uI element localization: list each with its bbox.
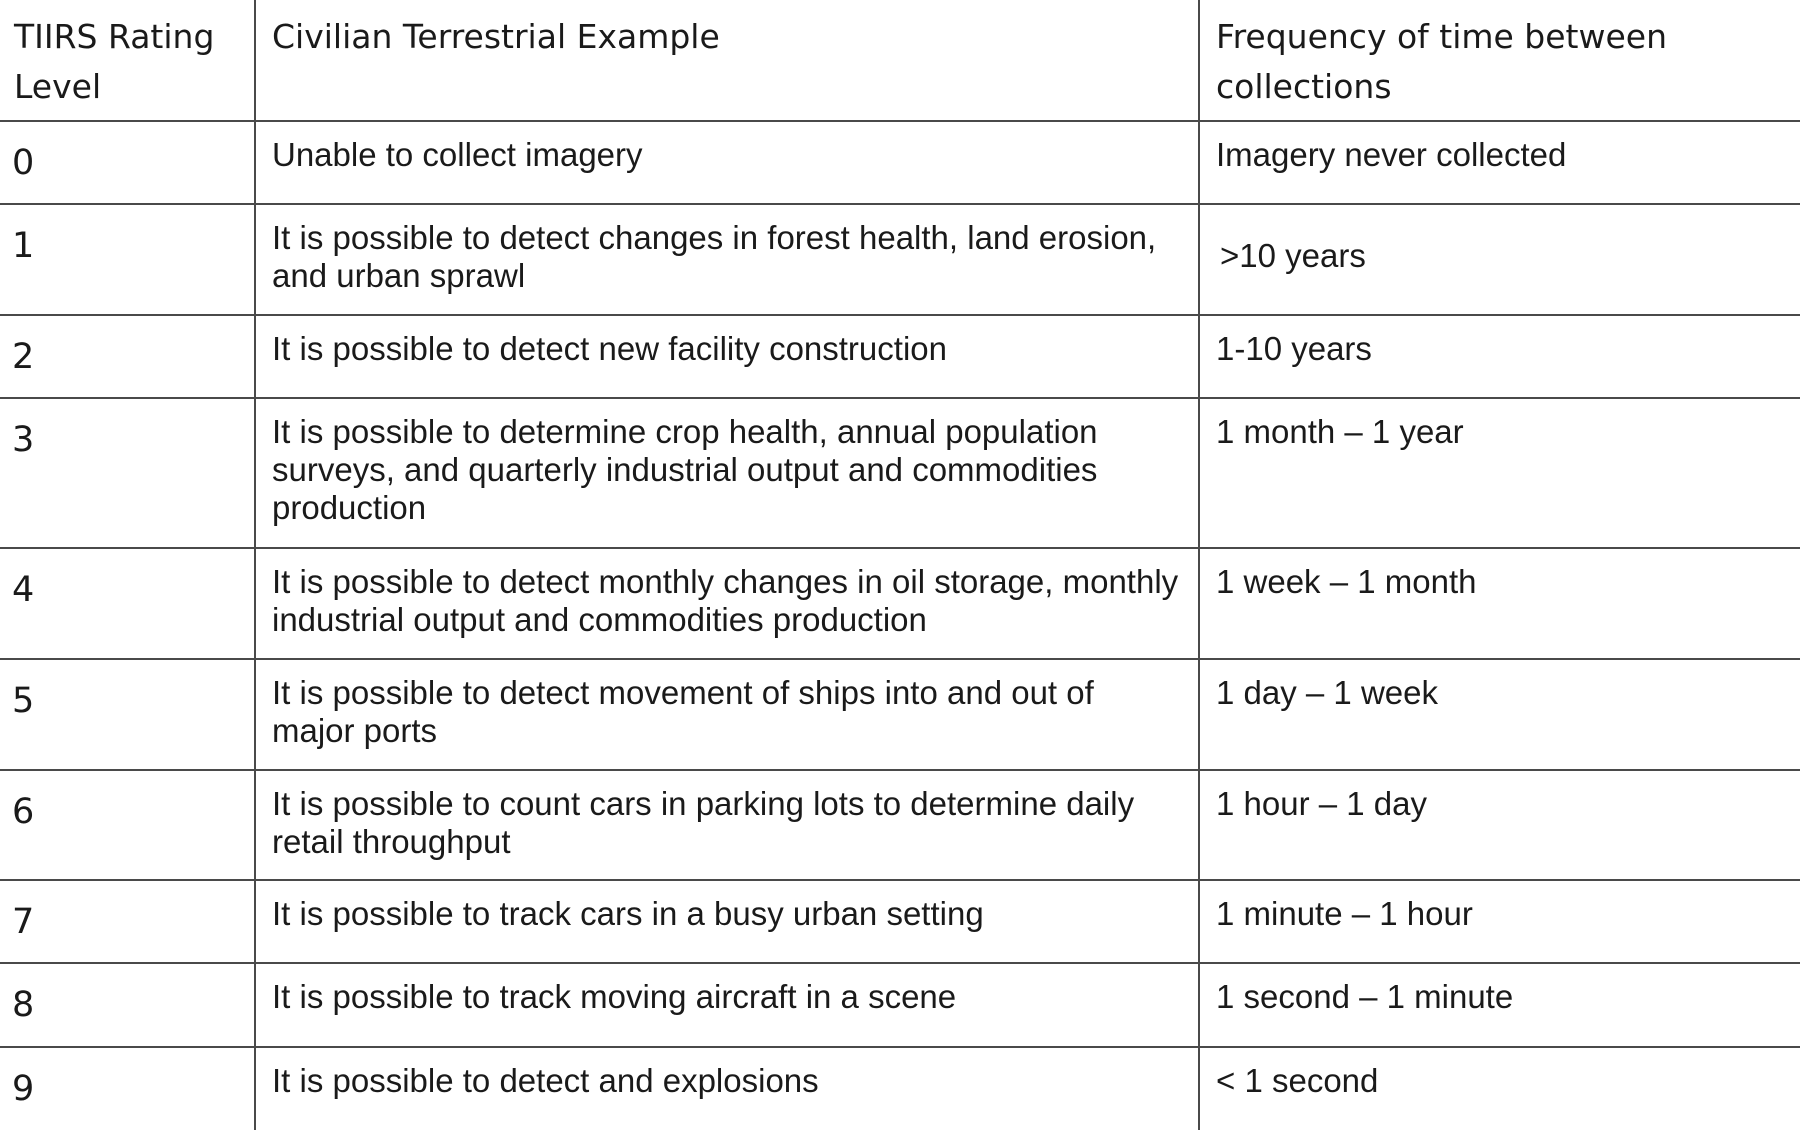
rating-level-cell: 2 (0, 315, 255, 398)
example-cell: It is possible to track cars in a busy urban setting (255, 880, 1199, 963)
frequency-cell: 1 hour – 1 day (1199, 770, 1800, 880)
rating-level-cell: 3 (0, 398, 255, 548)
rating-level-cell: 6 (0, 770, 255, 880)
example-cell: It is possible to detect changes in forest health, land erosion, and urban sprawl (255, 204, 1199, 315)
table-row (0, 963, 1800, 1047)
frequency-cell: 1 day – 1 week (1199, 659, 1800, 769)
frequency-cell: < 1 second (1199, 1047, 1800, 1130)
table-row (0, 548, 1800, 659)
rating-level-cell: 4 (0, 548, 255, 659)
frequency-cell: >10 years (1199, 204, 1800, 315)
table-row (0, 204, 1800, 315)
example-cell: It is possible to track moving aircraft in a scene (255, 963, 1199, 1047)
rating-level-cell: 5 (0, 659, 255, 769)
rating-level-cell: 1 (0, 204, 255, 315)
header-civilian-terrestrial-example: Civilian Terrestrial Example (255, 0, 1199, 121)
table-header-row (0, 0, 1800, 121)
header-tiirs-rating-level: TIIRS Rating Level (14, 17, 215, 106)
example-cell: It is possible to detect new facility construction (255, 315, 1199, 398)
frequency-cell: 1 minute – 1 hour (1199, 880, 1800, 963)
frequency-cell: 1 month – 1 year (1199, 398, 1800, 548)
table-row (0, 1047, 1800, 1130)
table-row (0, 398, 1800, 548)
frequency-cell: Imagery never collected (1199, 121, 1800, 204)
rating-level-cell: 8 (0, 963, 255, 1047)
table-row (0, 315, 1800, 398)
rating-level-cell: 7 (0, 880, 255, 963)
example-cell: It is possible to detect movement of ships into and out of major ports (255, 659, 1199, 769)
rating-level-cell: 0 (0, 121, 255, 204)
example-cell: It is possible to detect monthly changes in oil storage, monthly industrial output and commodities production (255, 548, 1199, 659)
example-cell: It is possible to determine crop health, annual population surveys, and quarterly industrial output and commodities production (255, 398, 1199, 548)
example-cell: It is possible to count cars in parking lots to determine daily retail throughput (255, 770, 1199, 880)
example-cell: Unable to collect imagery (255, 121, 1199, 204)
header-frequency: Frequency of time between collections (1199, 0, 1800, 121)
table-row (0, 770, 1800, 880)
rating-level-cell: 9 (0, 1047, 255, 1130)
table-row (0, 121, 1800, 204)
frequency-cell: 1-10 years (1199, 315, 1800, 398)
frequency-cell: 1 second – 1 minute (1199, 963, 1800, 1047)
table-row (0, 880, 1800, 963)
frequency-cell: 1 week – 1 month (1199, 548, 1800, 659)
table-row (0, 659, 1800, 769)
example-cell: It is possible to detect and explosions (255, 1047, 1199, 1130)
